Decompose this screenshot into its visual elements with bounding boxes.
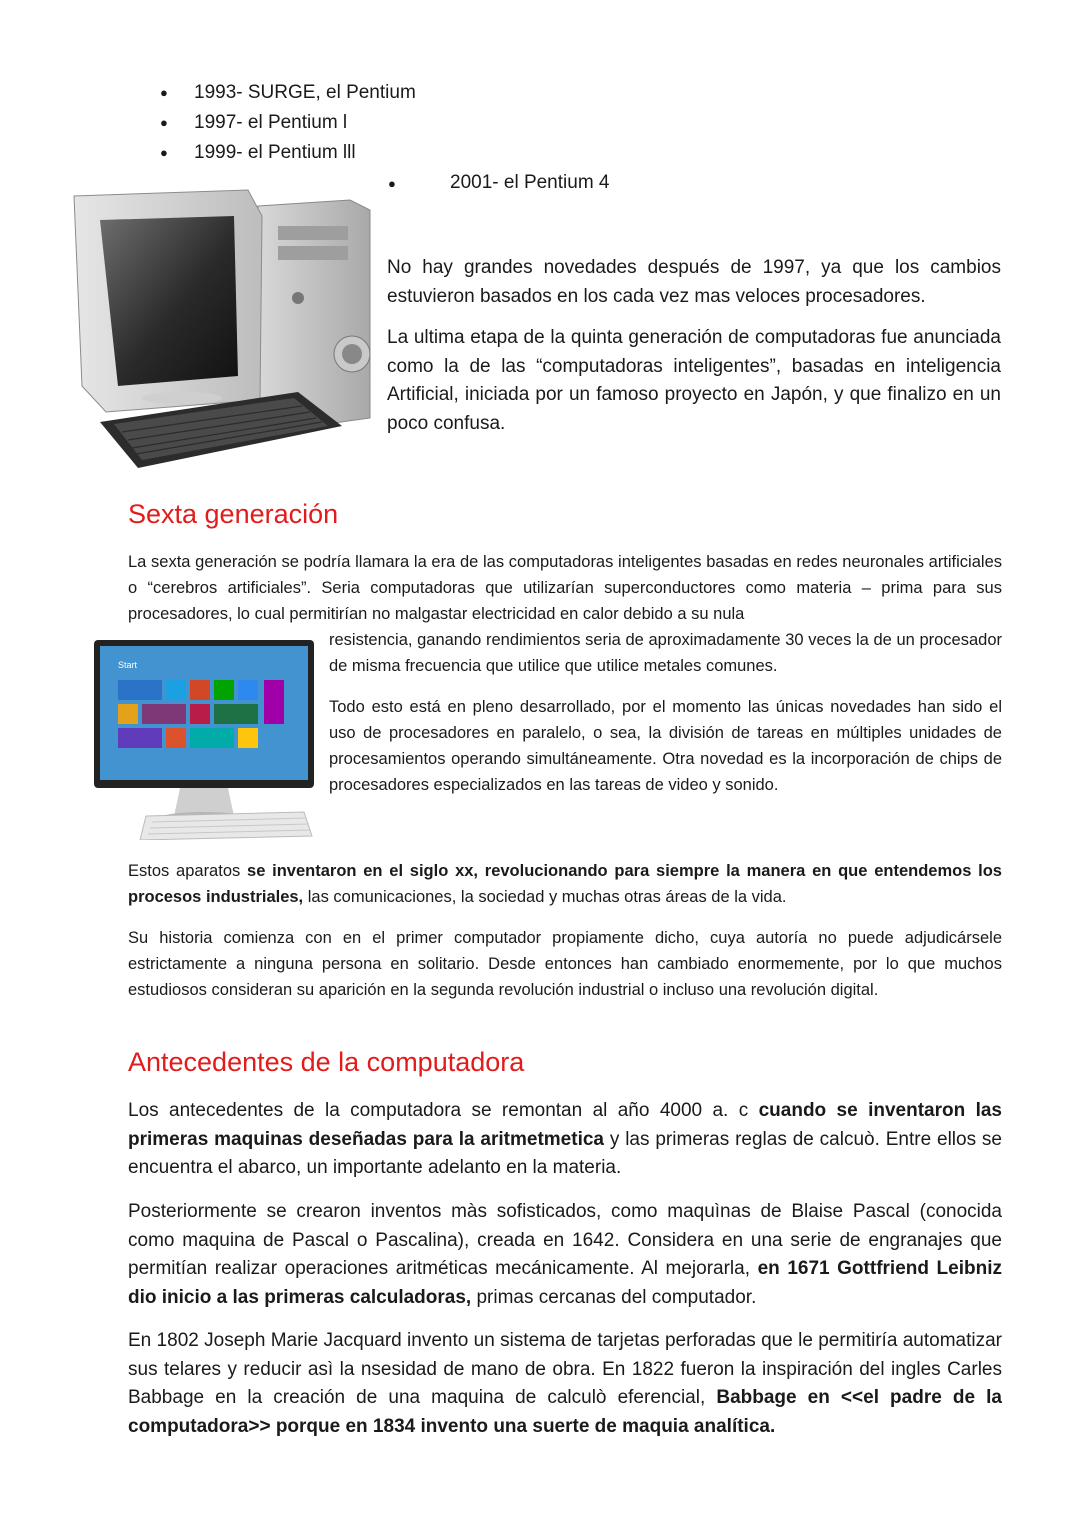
intro-paragraph-1: No hay grandes novedades después de 1997, ya que los cambios estuvieron basados en los cada vez mas veloces procesadores. [387,257,1001,307]
antecedentes-p3-bold: Babbage en <<el padre de la computadora>> porque en 1834 invento una suerte de maquia analítica. [128,1387,1002,1437]
antecedentes-paragraph-2 [128,1198,1002,1312]
sexta-generacion-heading: Sexta generación [128,499,339,529]
antecedentes-p3-text-a: En 1802 Joseph Marie Jacquard invento un sistema de tarjetas perforadas que le permitiría automatizar sus telares y reducir asì la nsesidad de mano de obra. En 1822 fueron la inspiración del ingles Carles Babbage en la creación de una maquina de calculò eferencial, [128,1330,1002,1408]
antecedentes-heading: Antecedentes de la computadora [128,1047,525,1077]
antecedentes-p2-text-a: Posteriormente se crearon inventos màs sofisticados, como maquìnas de Blaise Pascal (conocida como maquina de Pascal o Pascalina), creada en 1642. Considera en una serie de engranajes que permitían realizar operaciones aritméticas mecánicamente. Al mejorarla, [128,1201,1002,1279]
desktop-pc-illustration [70,186,375,478]
bullet-item-1999: ● 1999- el Pentium lll [160,138,580,168]
bullet-item-2001-text: 2001- el Pentium 4 [450,172,610,193]
bullet-item-1993: ● 1993- SURGE, el Pentium [160,78,580,108]
bullet-item-2001 [388,168,788,199]
antecedentes-p1-text-a: Los antecedentes de la computadora se remontan al año 4000 a. c [128,1100,759,1121]
estos-aparatos-paragraph [128,858,1002,910]
antecedentes-p2-bold: en 1671 Gottfriend Leibniz dio inicio a las primeras calculadoras, [128,1258,1002,1308]
screen-start-label: Start [118,660,138,670]
sexta-paragraph-2: Todo esto está en pleno desarrollado, por el momento las únicas novedades han sido el uso de procesadores en paralelo, o sea, la división de tareas en múltiples unidades de procesamientos operando simultáneamente. Otra novedad es la incorporación de chips de procesadores especializados en las tareas de video y sonido. [329,698,1002,794]
antecedentes-p1-text-c: y las primeras reglas de calcuò. Entre ellos se encuentra el abarco, un importante adelanto en la materia. [128,1128,1002,1178]
antecedentes-paragraph-1 [128,1097,1002,1183]
bullet-dot-icon: ● [388,176,396,191]
historia-paragraph: Su historia comienza con en el primer computador propiamente dicho, cuya autoría no puede adjudicársele estrictamente a ninguna persona en solitario. Desde entonces han cambiado enormemente, por lo que muchos estudiosos consideran su aparición en la segunda revolución industrial o incluso una revolución digital. [128,929,1002,999]
pentium-bullet-list [160,78,580,168]
bullet-item-1997: ● 1997- el Pentium l [160,108,580,138]
desktop-pc-image [70,186,375,478]
intro-paragraph-2: La ultima etapa de la quinta generación de computadoras fue anunciada como la de las “computadoras inteligentes”, basadas en inteligencia Artificial, iniciada por un famoso proyecto en Japón, y que finalizo en un poco confusa. [387,327,1001,434]
sexta-paragraph-1-top: La sexta generación se podría llamara la era de las computadoras inteligentes basadas en redes neuronales artificiales o “cerebros artificiales”. Seria computadoras que utilizarían superconductores como materia – prima para sus procesadores, lo cual permitirían no malgastar electricidad en calor debido a su nula [128,553,1002,623]
all-in-one-pc-image [94,640,314,840]
antecedentes-p1-bold: cuando se inventaron las primeras maquinas deseñadas para la aritmetmetica [128,1100,1002,1150]
antecedentes-paragraph-3 [128,1327,1002,1441]
antecedentes-p2-text-c: primas cercanas del computador. [471,1286,757,1308]
estos-text-bold: se inventaron en el siglo xx, revolucionando para siempre la manera en que entendemos los procesos industriales, [128,862,1002,906]
sexta-paragraph-1-rest: resistencia, ganando rendimientos seria de aproximadamente 30 veces la de un procesador de misma frecuencia que utilice que utilice metales comunes. [329,631,1002,675]
estos-text-a: Estos aparatos [128,862,248,880]
estos-text-c: las comunicaciones, la sociedad y muchas otras áreas de la vida. [303,888,787,906]
all-in-one-pc-illustration [94,640,314,840]
